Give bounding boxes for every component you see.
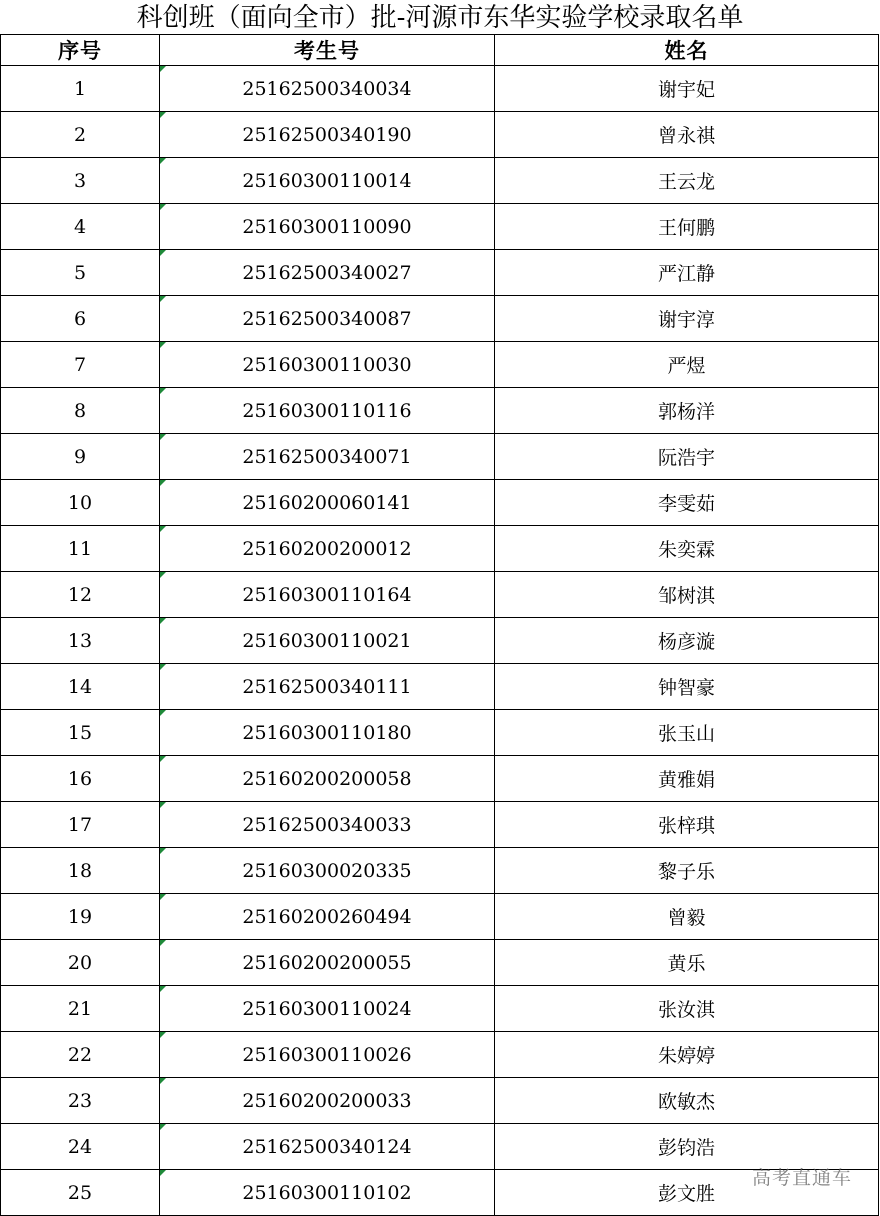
text-number-marker-icon	[160, 112, 166, 118]
cell-seq: 16	[1, 756, 160, 802]
table-row	[1, 250, 879, 296]
cell-exam-number	[160, 1170, 495, 1216]
cell-exam-number	[160, 802, 495, 848]
text-number-marker-icon	[160, 802, 166, 808]
cell-exam-number	[160, 434, 495, 480]
cell-seq: 24	[1, 1124, 160, 1170]
cell-name: 邹树淇	[495, 572, 879, 618]
text-number-marker-icon	[160, 66, 166, 72]
exam-number-text: 25162500340190	[242, 123, 412, 146]
text-number-marker-icon	[160, 1078, 166, 1084]
table-row	[1, 894, 879, 940]
header-row	[1, 35, 879, 66]
table-row	[1, 1032, 879, 1078]
text-number-marker-icon	[160, 434, 166, 440]
cell-seq: 22	[1, 1032, 160, 1078]
cell-name: 欧敏杰	[495, 1078, 879, 1124]
exam-number-text: 25160300110116	[242, 399, 412, 422]
cell-seq: 19	[1, 894, 160, 940]
cell-seq: 9	[1, 434, 160, 480]
table-row	[1, 572, 879, 618]
header-seq: 序号	[1, 35, 160, 66]
text-number-marker-icon	[160, 158, 166, 164]
cell-name: 张梓琪	[495, 802, 879, 848]
cell-exam-number	[160, 480, 495, 526]
exam-number-text: 25162500340027	[242, 261, 412, 284]
cell-seq: 3	[1, 158, 160, 204]
cell-exam-number	[160, 848, 495, 894]
admission-table	[0, 34, 879, 1216]
cell-name: 谢宇淳	[495, 296, 879, 342]
table-body	[1, 66, 879, 1216]
table-row	[1, 388, 879, 434]
cell-exam-number	[160, 158, 495, 204]
cell-name: 彭钧浩	[495, 1124, 879, 1170]
header-exam-number: 考生号	[160, 35, 495, 66]
watermark: 高考直通车	[751, 1167, 852, 1189]
cell-name: 张玉山	[495, 710, 879, 756]
cell-seq: 18	[1, 848, 160, 894]
cell-seq: 10	[1, 480, 160, 526]
cell-seq: 13	[1, 618, 160, 664]
exam-number-text: 25160300110021	[242, 629, 412, 652]
cell-seq: 1	[1, 66, 160, 112]
exam-number-text: 25162500340034	[242, 77, 412, 100]
cell-exam-number	[160, 664, 495, 710]
text-number-marker-icon	[160, 756, 166, 762]
text-number-marker-icon	[160, 1124, 166, 1130]
exam-number-text: 25160300020335	[242, 859, 412, 882]
text-number-marker-icon	[160, 618, 166, 624]
cell-exam-number	[160, 572, 495, 618]
cell-name: 钟智豪	[495, 664, 879, 710]
table-row	[1, 204, 879, 250]
text-number-marker-icon	[160, 1032, 166, 1038]
exam-number-text: 25160300110026	[242, 1043, 412, 1066]
text-number-marker-icon	[160, 204, 166, 210]
exam-number-text: 25162500340033	[242, 813, 412, 836]
table-row	[1, 1124, 879, 1170]
exam-number-text: 25160300110024	[242, 997, 412, 1020]
cell-seq: 25	[1, 1170, 160, 1216]
table-row	[1, 158, 879, 204]
header-name: 姓名	[495, 35, 879, 66]
cell-exam-number	[160, 1078, 495, 1124]
cell-seq: 2	[1, 112, 160, 158]
cell-exam-number	[160, 296, 495, 342]
cell-seq: 11	[1, 526, 160, 572]
cell-seq: 4	[1, 204, 160, 250]
table-row	[1, 1078, 879, 1124]
text-number-marker-icon	[160, 250, 166, 256]
exam-number-text: 25162500340071	[242, 445, 412, 468]
cell-seq: 6	[1, 296, 160, 342]
cell-exam-number	[160, 342, 495, 388]
exam-number-text: 25160200200055	[242, 951, 412, 974]
text-number-marker-icon	[160, 894, 166, 900]
text-number-marker-icon	[160, 710, 166, 716]
exam-number-text: 25160300110164	[242, 583, 412, 606]
table-row	[1, 480, 879, 526]
cell-exam-number	[160, 1124, 495, 1170]
cell-exam-number	[160, 756, 495, 802]
exam-number-text: 25160300110090	[242, 215, 412, 238]
table-row	[1, 710, 879, 756]
table-row	[1, 664, 879, 710]
table-row	[1, 434, 879, 480]
cell-name: 张汝淇	[495, 986, 879, 1032]
exam-number-text: 25160200200033	[242, 1089, 412, 1112]
text-number-marker-icon	[160, 388, 166, 394]
cell-name: 黄乐	[495, 940, 879, 986]
table-row	[1, 112, 879, 158]
cell-seq: 23	[1, 1078, 160, 1124]
cell-name: 黄雅娟	[495, 756, 879, 802]
cell-seq: 12	[1, 572, 160, 618]
table-header	[1, 35, 879, 66]
text-number-marker-icon	[160, 664, 166, 670]
cell-seq: 5	[1, 250, 160, 296]
cell-exam-number	[160, 986, 495, 1032]
cell-exam-number	[160, 894, 495, 940]
cell-exam-number	[160, 250, 495, 296]
cell-exam-number	[160, 204, 495, 250]
table-row	[1, 848, 879, 894]
cell-exam-number	[160, 1032, 495, 1078]
text-number-marker-icon	[160, 480, 166, 486]
cell-name: 朱婷婷	[495, 1032, 879, 1078]
table-row	[1, 802, 879, 848]
exam-number-text: 25160200200058	[242, 767, 412, 790]
table-row	[1, 526, 879, 572]
cell-name: 曾永祺	[495, 112, 879, 158]
cell-exam-number	[160, 388, 495, 434]
cell-exam-number	[160, 112, 495, 158]
cell-name: 李雯茹	[495, 480, 879, 526]
cell-seq: 8	[1, 388, 160, 434]
cell-name: 王云龙	[495, 158, 879, 204]
cell-name: 朱奕霖	[495, 526, 879, 572]
cell-name: 谢宇妃	[495, 66, 879, 112]
text-number-marker-icon	[160, 296, 166, 302]
table-row	[1, 66, 879, 112]
exam-number-text: 25160300110180	[242, 721, 412, 744]
text-number-marker-icon	[160, 848, 166, 854]
cell-exam-number	[160, 618, 495, 664]
cell-exam-number	[160, 66, 495, 112]
table-row	[1, 296, 879, 342]
cell-name: 杨彦漩	[495, 618, 879, 664]
exam-number-text: 25162500340087	[242, 307, 412, 330]
exam-number-text: 25160300110014	[242, 169, 412, 192]
cell-seq: 14	[1, 664, 160, 710]
exam-number-text: 25160200060141	[242, 491, 412, 514]
cell-seq: 15	[1, 710, 160, 756]
table-row	[1, 756, 879, 802]
exam-number-text: 25162500340111	[242, 675, 412, 698]
cell-seq: 7	[1, 342, 160, 388]
page-title: 科创班（面向全市）批-河源市东华实验学校录取名单	[136, 3, 744, 33]
cell-name: 彭文胜	[495, 1170, 879, 1216]
table-row	[1, 618, 879, 664]
text-number-marker-icon	[160, 526, 166, 532]
cell-exam-number	[160, 940, 495, 986]
exam-number-text: 25162500340124	[242, 1135, 412, 1158]
text-number-marker-icon	[160, 342, 166, 348]
table-row	[1, 986, 879, 1032]
cell-seq: 17	[1, 802, 160, 848]
cell-seq: 20	[1, 940, 160, 986]
cell-name: 严江静	[495, 250, 879, 296]
text-number-marker-icon	[160, 986, 166, 992]
text-number-marker-icon	[160, 940, 166, 946]
exam-number-text: 25160300110102	[242, 1181, 412, 1204]
exam-number-text: 25160200200012	[242, 537, 412, 560]
cell-name: 王何鹏	[495, 204, 879, 250]
cell-exam-number	[160, 710, 495, 756]
text-number-marker-icon	[160, 1170, 166, 1176]
cell-exam-number	[160, 526, 495, 572]
cell-name: 黎子乐	[495, 848, 879, 894]
table-row	[1, 940, 879, 986]
exam-number-text: 25160300110030	[242, 353, 412, 376]
text-number-marker-icon	[160, 572, 166, 578]
cell-name: 曾毅	[495, 894, 879, 940]
table-row	[1, 1170, 879, 1216]
table-row	[1, 342, 879, 388]
cell-name: 郭杨洋	[495, 388, 879, 434]
cell-name: 严煜	[495, 342, 879, 388]
cell-seq: 21	[1, 986, 160, 1032]
cell-name: 阮浩宇	[495, 434, 879, 480]
exam-number-text: 25160200260494	[242, 905, 412, 928]
